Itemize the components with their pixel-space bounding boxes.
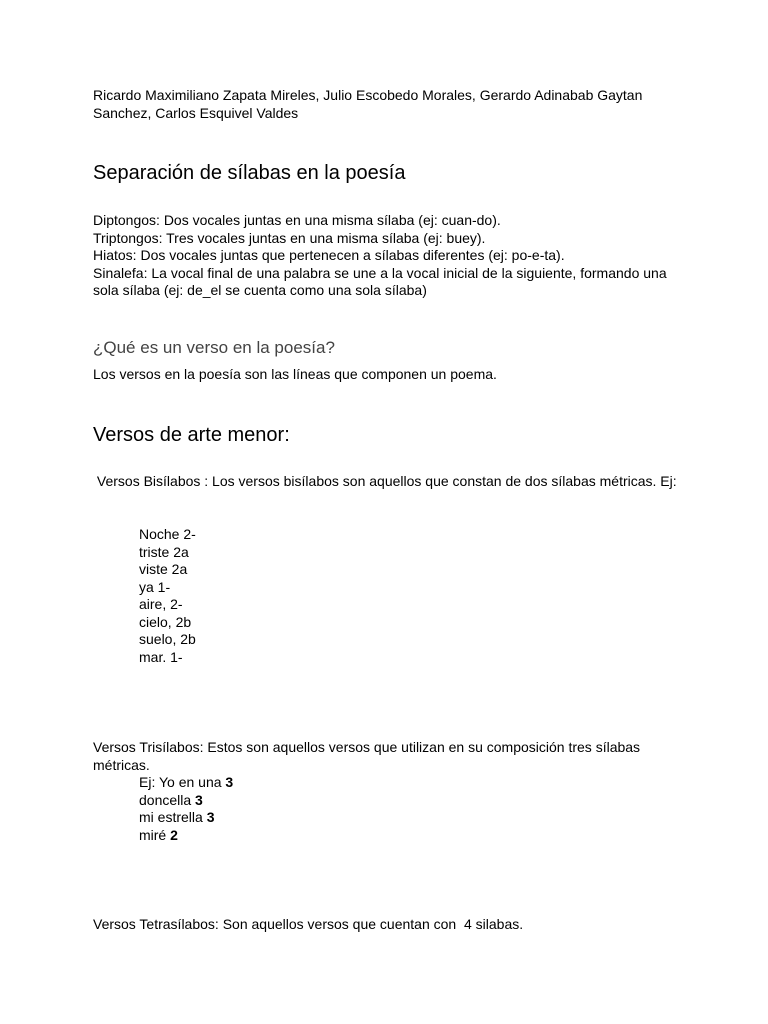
example-text: miré <box>139 826 171 843</box>
example-text: doncella <box>139 791 196 808</box>
authors-line: Ricardo Maximiliano Zapata Mireles, Julio Escobedo Morales, Gerardo Adinabab Gaytan Sanchez, Carlos Esquivel Valdes <box>93 87 643 121</box>
definition-diptongos: Diptongos: Dos vocales juntas en una misma sílaba (ej: cuan-do). <box>93 212 501 228</box>
example-line: aire, 2- <box>139 596 183 612</box>
example-line: ya 1- <box>139 578 171 595</box>
example-line: suelo, 2b <box>139 631 196 647</box>
definition-hiatos: Hiatos: Dos vocales juntas que pertenecen a sílabas diferentes (ej: po-e-ta). <box>93 247 565 263</box>
trisilabos-intro: Versos Trisílabos: Estos son aquellos versos que utilizan en su composición tres sílabas métricas. <box>93 739 641 773</box>
section-title-arte-menor: Versos de arte menor: <box>93 424 290 446</box>
definition-sinalefa: Sinalefa: La vocal final de una palabra se une a la vocal inicial de la siguiente, formando una sola sílaba (ej: de_el se cuenta como una sola sílaba) <box>93 264 667 298</box>
example-line: cielo, 2b <box>139 613 192 630</box>
example-text: mi estrella <box>139 809 207 825</box>
syllable-definitions <box>93 212 693 300</box>
syllable-count: 3 <box>225 774 234 790</box>
example-text: Ej: Yo en una <box>139 774 226 790</box>
example-line: mar. 1- <box>139 648 183 665</box>
tetrasilabos-intro: Versos Tetrasílabos: Son aquellos versos que cuentan con 4 silabas. <box>93 916 524 932</box>
syllable-count: 3 <box>206 809 215 825</box>
example-line <box>139 809 233 827</box>
definition-triptongos: Triptongos: Tres vocales juntas en una misma sílaba (ej: buey). <box>93 229 486 246</box>
section-title-verse-question: ¿Qué es un verso en la poesía? <box>93 338 335 357</box>
bisilabos-examples <box>139 526 196 666</box>
syllable-count: 2 <box>170 826 178 843</box>
section-title-syllable-separation: Separación de sílabas en la poesía <box>93 162 406 184</box>
example-line: viste 2a <box>139 561 188 577</box>
example-line: Noche 2- <box>139 526 196 542</box>
syllable-count: 3 <box>195 791 203 808</box>
bisilabos-intro: Versos Bisílabos : Los versos bisílabos son aquellos que constan de dos sílabas métricas. Ej: <box>93 473 677 489</box>
example-line <box>139 827 233 845</box>
example-line <box>139 774 233 792</box>
example-line: triste 2a <box>139 543 189 560</box>
example-line <box>139 792 233 810</box>
trisilabos-examples <box>139 774 233 844</box>
verse-definition: Los versos en la poesía son las líneas que componen un poema. <box>93 366 497 382</box>
